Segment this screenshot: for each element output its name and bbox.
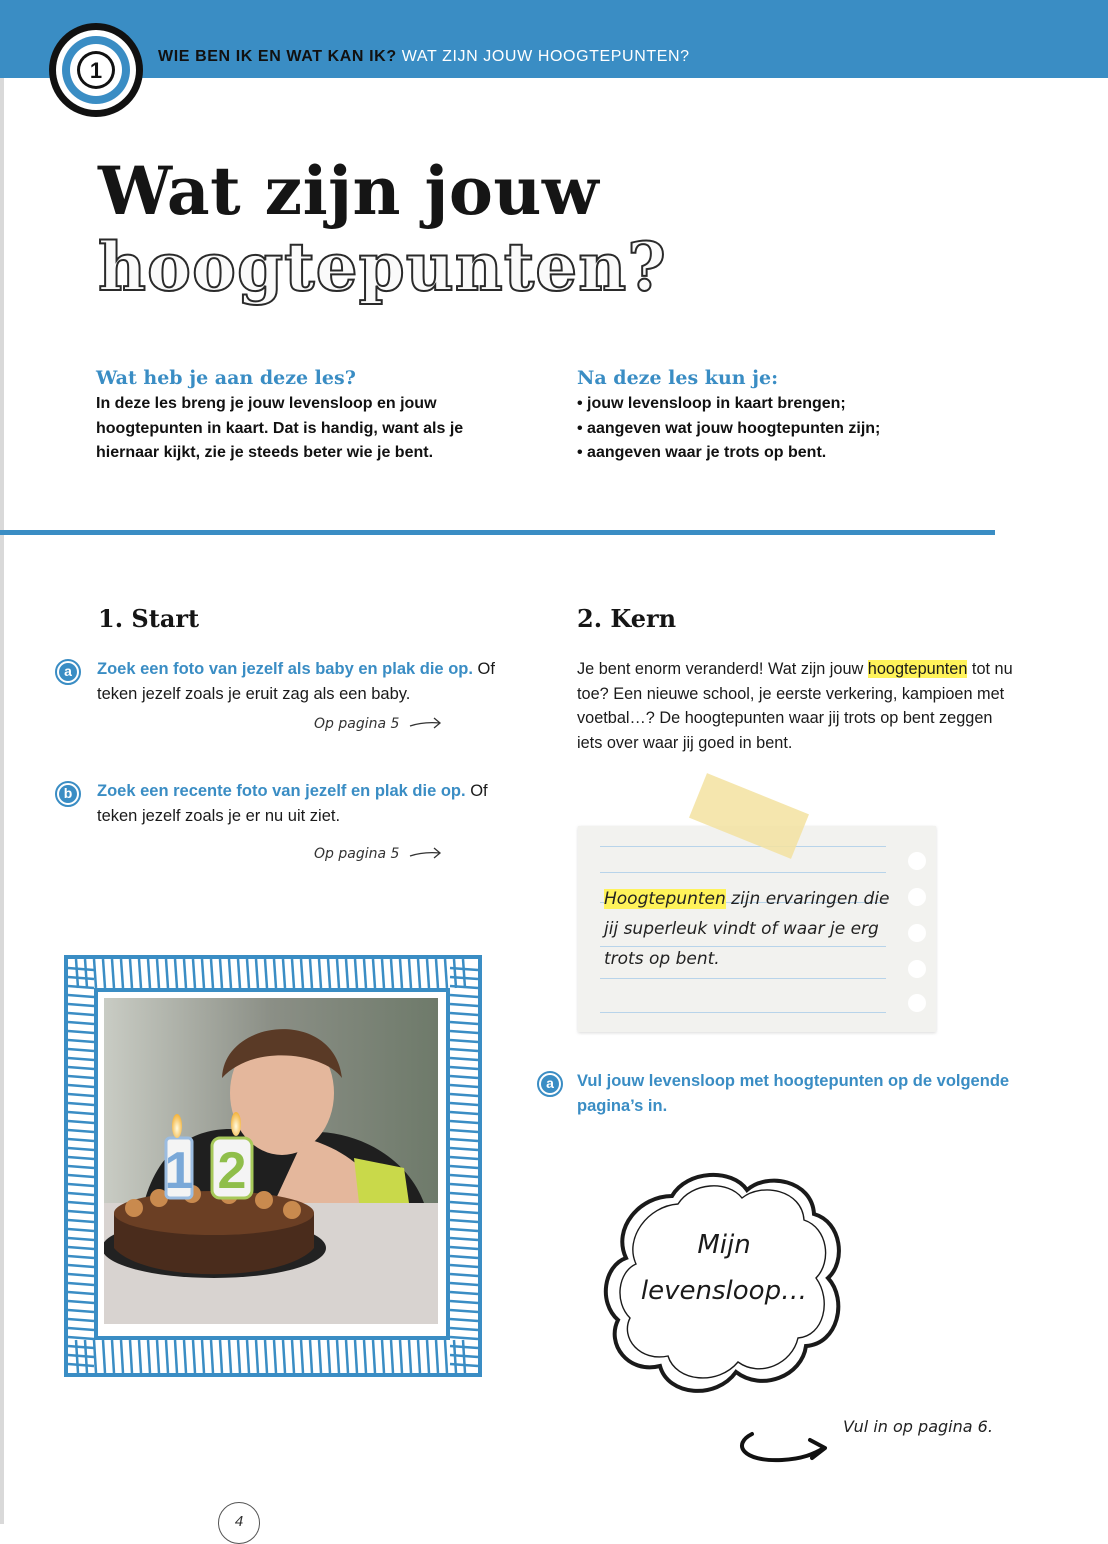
kern-intro-text: Je bent enorm veranderd! Wat zijn jouw hoogtepunten tot nu toe? Een nieuwe school, je eerste verkering, kampioen met voetbal…? De hoogtepunten waar jij trots op bent zeggen iets over waar jij goed in bent. [577, 660, 1013, 752]
header-title-light: WAT ZIJN JOUW HOOGTEPUNTEN? [401, 48, 690, 65]
intro-goal-item: • jouw levensloop in kaart brengen; [577, 392, 1007, 417]
task-marker-b: b [55, 781, 81, 807]
start-task-a-text: Of teken jezelf zoals je eruit zag als een baby. [97, 660, 495, 703]
intro-goals-list [577, 392, 1007, 466]
birthday-photo [104, 998, 438, 1324]
note-text: Hoogtepunten zijn ervaringen die jij superleuk vindt of waar je erg trots op bent. [604, 889, 890, 969]
start-task-a [97, 657, 497, 706]
kern-task-a: Vul jouw levensloop met hoogtepunten op de volgende pagina’s in. [577, 1072, 1010, 1115]
cloud-text: Mijn levensloop… [640, 1230, 808, 1306]
intro-goal-item: • aangeven wat jouw hoogtepunten zijn; [577, 417, 1007, 442]
start-task-b-text: Of teken jezelf zoals je er nu uit ziet. [97, 782, 488, 825]
start-task-a-bold: Zoek een foto van jezelf als baby en plak die op. [97, 660, 473, 678]
page-number: 4 [218, 1502, 260, 1544]
header-title-bold: WIE BEN IK EN WAT KAN IK? [158, 48, 397, 65]
header-band [0, 0, 1108, 78]
section-divider [0, 530, 995, 535]
page-edge [0, 0, 4, 1524]
page-title-line1: Wat zijn jouw [98, 152, 600, 230]
intro-right-heading: Na deze les kun je: [577, 367, 779, 389]
task-marker-a: a [537, 1071, 563, 1097]
start-task-b-bold: Zoek een recente foto van jezelf en plak die op. [97, 782, 466, 800]
kern-heading: 2. Kern [577, 604, 677, 633]
start-task-b-page-ref: Op pagina 5 [314, 846, 443, 862]
chapter-number: 1 [89, 58, 103, 83]
candle-digit-2: 2 [217, 1142, 247, 1200]
arrow-right-icon [409, 717, 443, 731]
page-title-line2: hoogtepunten? [98, 228, 667, 306]
start-heading: 1. Start [98, 604, 200, 633]
start-task-b [97, 779, 497, 828]
header-title [158, 48, 690, 66]
chapter-badge [48, 22, 144, 118]
intro-left-text: In deze les breng je jouw levensloop en jouw hoogtepunten in kaart. Dat is handig, want als je hiernaar kijkt, zie je steeds beter wie je bent. [96, 395, 464, 461]
arrow-right-icon [409, 847, 443, 861]
task-marker-a: a [55, 659, 81, 685]
curved-arrow-icon [732, 1418, 832, 1468]
kern-page-ref: Vul in op pagina 6. [843, 1417, 993, 1436]
intro-goal-item: • aangeven waar je trots op bent. [577, 441, 1007, 466]
intro-left-heading: Wat heb je aan deze les? [96, 367, 356, 389]
start-task-a-page-ref: Op pagina 5 [314, 716, 443, 732]
highlight-hoogtepunten: hoogtepunten [867, 660, 968, 678]
candle-digit-1: 1 [164, 1142, 194, 1200]
note-highlight: Hoogtepunten [604, 889, 726, 909]
